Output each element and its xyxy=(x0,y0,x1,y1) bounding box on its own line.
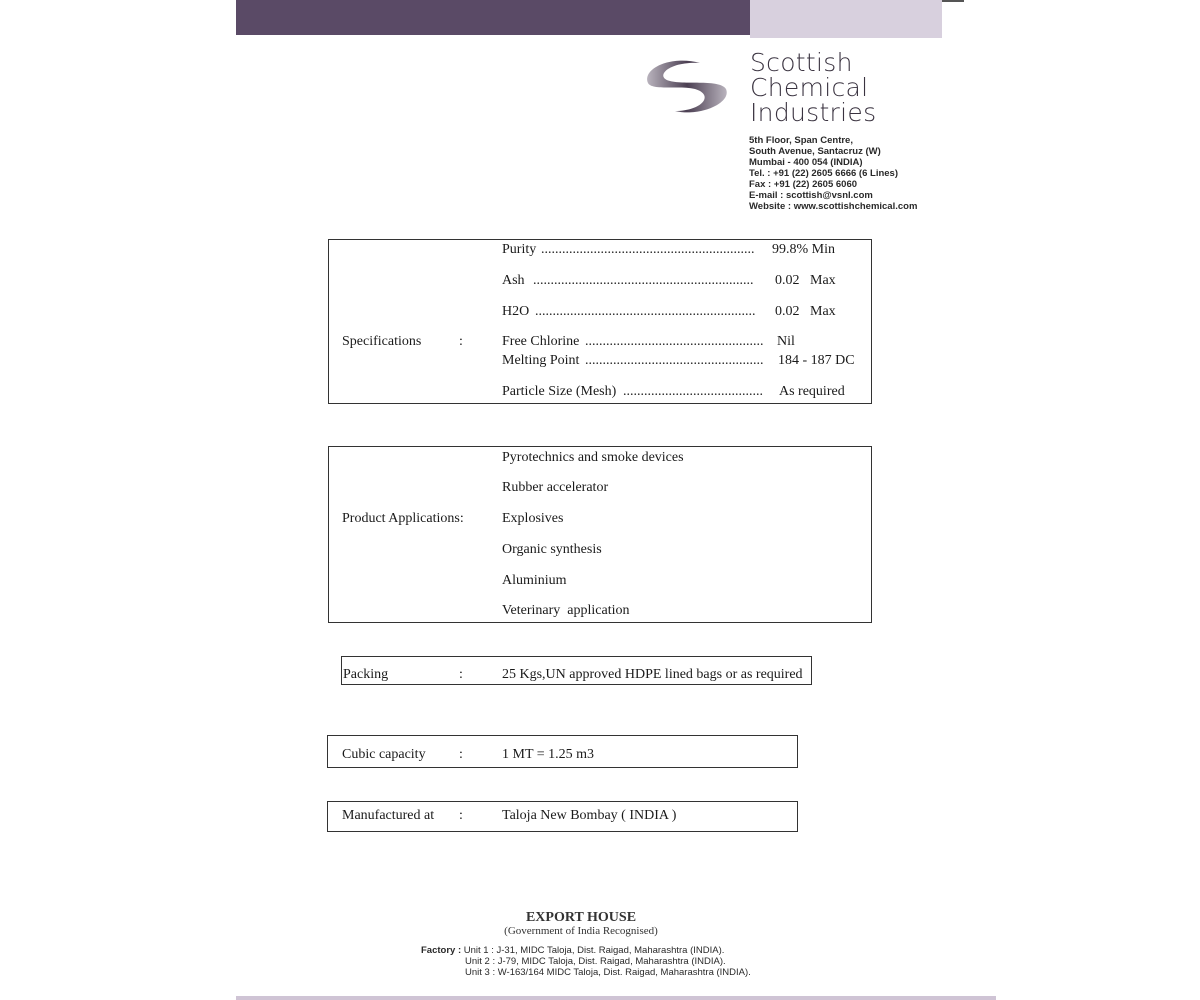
manufactured-at-colon: : xyxy=(459,808,463,823)
spec-value-particle-size: As required xyxy=(779,384,845,399)
spec-value-free-chlorine: Nil xyxy=(777,334,795,349)
export-house-title: EXPORT HOUSE xyxy=(525,910,637,925)
applications-label: Product Applications: xyxy=(342,511,464,526)
manufactured-at-label: Manufactured at xyxy=(342,808,435,823)
spec-value-melting-point: 184 - 187 DC xyxy=(778,353,855,368)
address-line: Mumbai - 400 054 (INDIA) xyxy=(749,157,863,168)
spec-value-purity: 99.8% Min xyxy=(772,242,835,257)
leader-dots: ............................................................. xyxy=(541,242,755,257)
header-bar-dark xyxy=(236,0,750,35)
factory-addresses xyxy=(421,945,751,978)
cubic-capacity-label: Cubic capacity xyxy=(342,747,426,762)
leader-dots: ............................................................... xyxy=(533,273,754,288)
spec-value-h2o: 0.02 Max xyxy=(775,304,836,319)
leader-dots: ................................................... xyxy=(585,334,764,349)
company-name xyxy=(750,50,876,125)
packing-value: 25 Kgs,UN approved HDPE lined bags or as required xyxy=(502,667,803,682)
spec-value-ash: 0.02 Max xyxy=(775,273,836,288)
factory-label: Factory : xyxy=(421,945,462,956)
application-item: Pyrotechnics and smoke devices xyxy=(502,450,684,465)
leader-dots: ........................................ xyxy=(623,384,763,399)
header-bar-light xyxy=(750,0,942,38)
footer-strip xyxy=(236,996,996,1000)
application-item: Veterinary application xyxy=(502,603,630,618)
specifications-label: Specifications xyxy=(342,334,422,349)
factory-unit: Unit 2 : J-79, MIDC Taloja, Dist. Raigad, Maharashtra (INDIA). xyxy=(465,956,726,967)
leader-dots: ............................................................... xyxy=(535,304,756,319)
address-website[interactable]: Website : www.scottishchemical.com xyxy=(749,201,918,212)
specifications-box xyxy=(328,239,872,404)
application-item: Rubber accelerator xyxy=(502,480,609,495)
application-item: Organic synthesis xyxy=(502,542,602,557)
address-line: Tel. : +91 (22) 2605 6666 (6 Lines) xyxy=(749,168,898,179)
spec-name-melting-point: Melting Point xyxy=(502,353,580,368)
leader-dots: ................................................... xyxy=(585,353,764,368)
spec-name-particle-size: Particle Size (Mesh) xyxy=(502,384,617,399)
export-house-subtitle: (Government of India Recognised) xyxy=(504,925,658,937)
factory-unit: Unit 3 : W-163/164 MIDC Taloja, Dist. Raigad, Maharashtra (INDIA). xyxy=(465,967,751,978)
spec-name-purity: Purity xyxy=(502,242,537,257)
header-tick xyxy=(942,0,964,2)
cubic-capacity-value: 1 MT = 1.25 m3 xyxy=(502,747,595,762)
spec-name-free-chlorine: Free Chlorine xyxy=(502,334,580,349)
company-address xyxy=(749,135,917,212)
application-item: Explosives xyxy=(502,511,564,526)
spec-name-h2o: H2O xyxy=(502,304,530,319)
address-line: South Avenue, Santacruz (W) xyxy=(749,146,881,157)
company-name-line: Chemical xyxy=(750,73,869,102)
address-email[interactable]: E-mail : scottish@vsnl.com xyxy=(749,190,873,201)
company-logo-icon xyxy=(640,55,735,117)
address-line: Fax : +91 (22) 2605 6060 xyxy=(749,179,858,190)
manufactured-at-value: Taloja New Bombay ( INDIA ) xyxy=(502,808,677,823)
spec-name-ash: Ash xyxy=(502,273,525,288)
address-line: 5th Floor, Span Centre, xyxy=(749,135,853,146)
company-name-line: Scottish xyxy=(750,48,853,77)
cubic-capacity-colon: : xyxy=(459,747,463,762)
application-item: Aluminium xyxy=(502,573,567,588)
packing-colon: : xyxy=(459,667,463,682)
company-name-line: Industries xyxy=(750,98,877,127)
specifications-colon: : xyxy=(459,334,463,349)
applications-box xyxy=(328,446,872,623)
packing-label: Packing xyxy=(343,667,389,682)
factory-unit: Unit 1 : J-31, MIDC Taloja, Dist. Raigad, Maharashtra (INDIA). xyxy=(463,945,725,956)
